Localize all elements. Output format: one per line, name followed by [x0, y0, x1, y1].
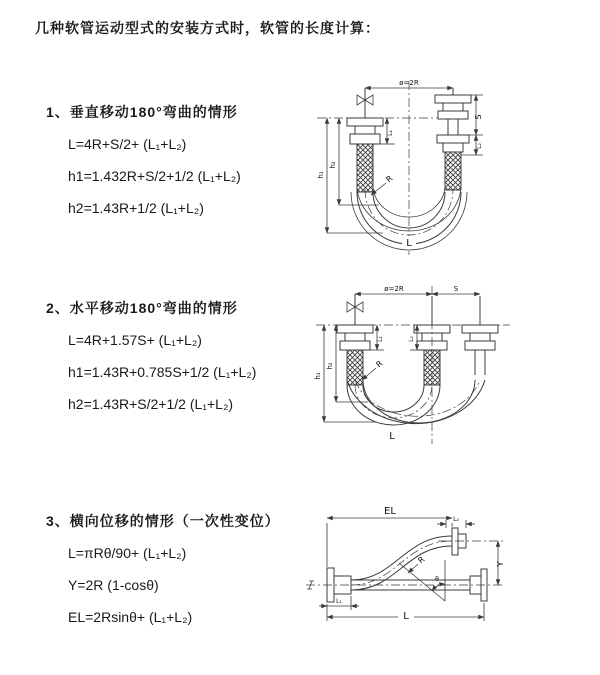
- section-2-heading: 2、水平移动180°弯曲的情形: [46, 300, 238, 316]
- hose-drawing: [337, 294, 498, 425]
- formula-line: h2=1.43R+S/2+1/2 (L₁+L₂): [68, 396, 234, 412]
- formula-line: h2=1.43R+1/2 (L₁+L₂): [68, 200, 204, 216]
- section-lateral-displacement: [46, 511, 280, 633]
- dim-label-radius: R: [384, 173, 395, 185]
- dim-label-length: L: [406, 238, 412, 249]
- section-1-formulas: [68, 128, 241, 224]
- centerlines: [306, 541, 506, 585]
- section-horizontal-movement: [46, 298, 256, 420]
- dim-label-h2: h₂: [329, 161, 337, 169]
- dim-label-l1: L₁: [387, 130, 394, 136]
- dim-label-s: S: [474, 114, 483, 120]
- dim-label-radius: R: [374, 358, 385, 370]
- dim-label-l2: L₂: [408, 336, 415, 342]
- diagram-vertical-movement: [313, 75, 585, 260]
- dim-label-y: Y: [496, 561, 505, 567]
- formula-line: L=πRθ/90+ (L₁+L₂): [68, 545, 187, 561]
- page-title: 几种软管运动型式的安装方式时，软管的长度计算：: [35, 20, 380, 36]
- dim-label-l1: L₁: [377, 336, 384, 342]
- formula-line: EL=2Rsinθ+ (L₁+L₂): [68, 609, 193, 625]
- dim-label-length: L: [403, 611, 409, 622]
- section-3-heading: 3、横向位移的情形（一次性变位）: [46, 513, 280, 529]
- dim-label-h2: h₂: [326, 362, 334, 370]
- dim-label-diameter: ø=2R: [399, 79, 419, 87]
- section-1-heading: 1、垂直移动180°弯曲的情形: [46, 104, 238, 120]
- centerlines: [316, 286, 510, 444]
- formula-line: L=4R+1.57S+ (L₁+L₂): [68, 332, 202, 348]
- dim-label-l2: L₂: [453, 516, 459, 523]
- diagram-lateral-displacement: [298, 497, 592, 645]
- formula-line: L=4R+S/2+ (L₁+L₂): [68, 136, 187, 152]
- section-2-formulas: [68, 324, 256, 420]
- dim-label-angle: θ: [435, 576, 439, 583]
- dim-label-l2: L₂: [476, 143, 483, 149]
- dim-label-diameter: ø=2R: [384, 285, 404, 293]
- dim-label-length: L: [389, 431, 395, 442]
- dim-label-el: EL: [384, 506, 396, 517]
- diagram-horizontal-movement: [310, 280, 590, 450]
- dim-label-radius: R: [416, 554, 427, 566]
- section-vertical-movement: [46, 102, 241, 224]
- dim-label-h1: h₁: [317, 171, 325, 179]
- formula-line: h1=1.432R+S/2+1/2 (L₁+L₂): [68, 168, 241, 184]
- dim-label-h1: h₁: [314, 372, 322, 380]
- dimensions: [314, 285, 480, 442]
- hose-drawing: [307, 528, 487, 602]
- dim-label-s: S: [453, 285, 459, 293]
- dim-label-l1: L₁: [336, 598, 342, 605]
- section-3-formulas: [68, 537, 280, 633]
- dimensions: [319, 506, 505, 622]
- formula-line: h1=1.43R+0.785S+1/2 (L₁+L₂): [68, 364, 257, 380]
- formula-line: Y=2R (1-cosθ): [68, 577, 159, 593]
